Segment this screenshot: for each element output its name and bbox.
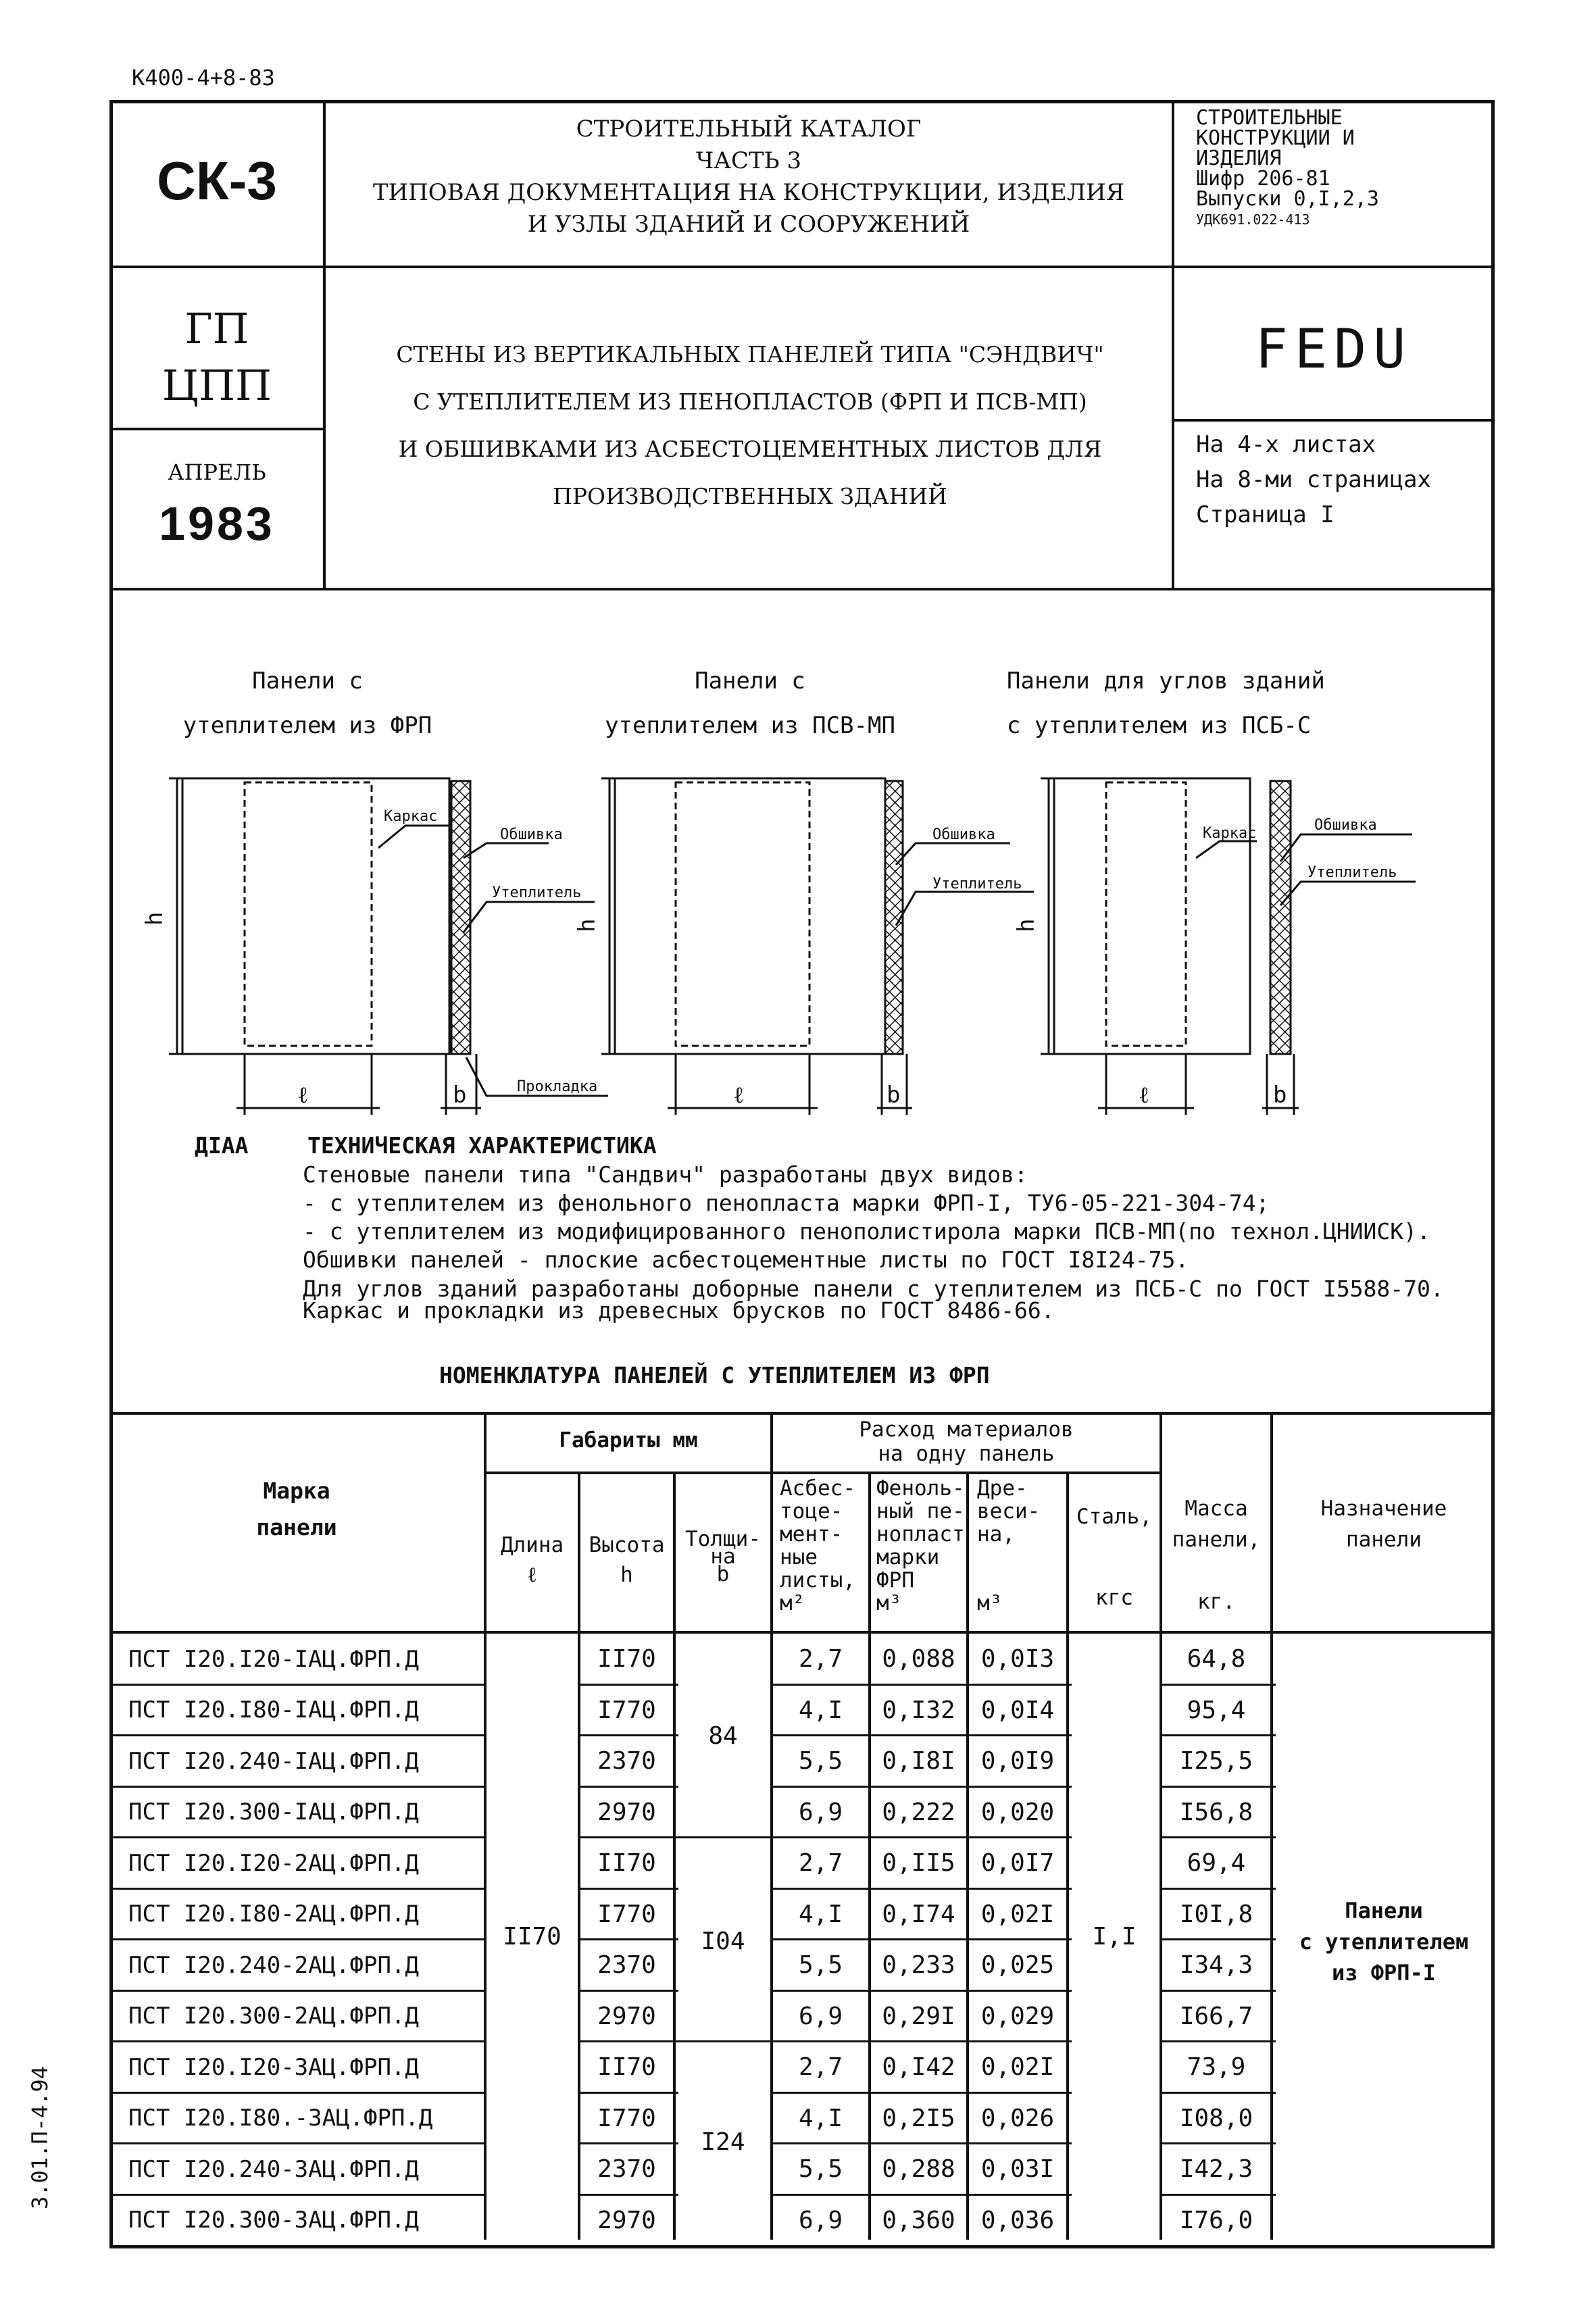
dim-l-3: ℓ	[1139, 1082, 1150, 1109]
table-row-drevesina: 0,025	[980, 1951, 1055, 1980]
table-row-fenol: 0,I8I	[882, 1747, 955, 1776]
table-row-fenol: 0,II5	[882, 1849, 955, 1878]
tech-description: Стеновые панели типа "Сандвич" разработаны двух видов: - с утеплителем из фенольного пенопласта марки ФРП-I, ТУ6-05-221-304-74; - с утеплителем из модифицированного пенополистирола марки ПСВ-МП(по технол.ЦНИИСК). Обшивки панелей - плоские асбестоцементные листы по ГОСТ I8I24-75. Для углов зданий разработаны доборные панели с утеплителем из ПСБ-С по ГОСТ I5588-70. Каркас и прокладки из древесных брусков по ГОСТ 8486-66.	[303, 1161, 1444, 1324]
table-row-height: I770	[597, 1900, 656, 1928]
panel-psv-elevation	[601, 778, 885, 1115]
table-row-mass: 73,9	[1187, 2053, 1246, 2082]
table-row-height: 2970	[597, 1798, 656, 1826]
th-steel: Сталь, кгс	[1076, 1505, 1152, 1610]
cell-thickness-84: 84	[708, 1721, 738, 1750]
table-row-fenol: 0,222	[882, 1798, 955, 1826]
cell-thickness-104: I04	[701, 1927, 745, 1955]
table-row-drevesina: 0,02I	[980, 2053, 1055, 2082]
table-row-asbest: 2,7	[798, 1645, 843, 1674]
th-fenol: Феноль- ный пе- нопласт марки ФРП м³	[876, 1476, 965, 1615]
drawing-title-corner: Панели для углов зданий с утеплителем из ПСБ-С	[1007, 668, 1325, 739]
tech-heading: ТЕХНИЧЕСКАЯ ХАРАКТЕРИСТИКА	[307, 1132, 657, 1159]
table-row-asbest: 4,I	[798, 2104, 843, 2132]
table-row-mass: I66,7	[1179, 2002, 1253, 2030]
nomenclature-title: НОМЕНКЛАТУРА ПАНЕЛЕЙ С УТЕПЛИТЕЛЕМ ИЗ ФРП	[439, 1362, 990, 1388]
table-row-mark: ПСТ I20.I80-2АЦ.ФРП.Д	[128, 1901, 419, 1928]
label-prokladka: Прокладка	[517, 1078, 598, 1095]
label-uteplitel-2: Утеплитель	[932, 876, 1022, 892]
document-title: СТЕНЫ ИЗ ВЕРТИКАЛЬНЫХ ПАНЕЛЕЙ ТИПА "СЭНДВИЧ" С УТЕПЛИТЕЛЕМ ИЗ ПЕНОПЛАСТОВ (ФРП И ПСВ-МП) И ОБШИВКАМИ ИЗ АСБЕСТОЦЕМЕНТНЫХ ЛИСТОВ ДЛЯ ПРОИЗВОДСТВЕННЫХ ЗДАНИЙ	[396, 341, 1104, 509]
table-row-height: II70	[597, 1849, 656, 1878]
table-row-height: I770	[597, 2104, 656, 2132]
table-row-mark: ПСТ I20.I20-2АЦ.ФРП.Д	[128, 1849, 419, 1877]
cell-length-merged: II70	[503, 1923, 562, 1951]
table-row-mass: I08,0	[1179, 2104, 1253, 2132]
table-row-height: I770	[597, 1696, 656, 1724]
label-karkas-3: Каркас	[1203, 825, 1257, 842]
table-row-fenol: 0,360	[882, 2206, 955, 2234]
panel-frp-section	[378, 781, 608, 1115]
table-row-mark: ПСТ I20.300-3АЦ.ФРП.Д	[128, 2207, 419, 2234]
side-stamp: 3.01.П-4.94	[27, 2066, 53, 2209]
catalog-section-info: СТРОИТЕЛЬНЫЕ КОНСТРУКЦИИ И ИЗДЕЛИЯ Шифр 206-81 Выпуски 0,I,2,3 УДК691.022-413	[1196, 106, 1379, 228]
table-row-fenol: 0,088	[882, 1645, 955, 1674]
table-row-asbest: 6,9	[798, 2206, 843, 2234]
th-length: Длина ℓ	[500, 1533, 564, 1587]
th-height: Высота h	[589, 1533, 665, 1587]
table-row-asbest: 4,I	[798, 1900, 843, 1928]
table-row-mass: 64,8	[1187, 1645, 1246, 1674]
dim-b-2: b	[887, 1082, 901, 1109]
table-row-mark: ПСТ I20.240-2АЦ.ФРП.Д	[128, 1951, 419, 1979]
th-mark: Марка панели	[256, 1478, 337, 1540]
table-row-mark: ПСТ I20.300-IАЦ.ФРП.Д	[128, 1799, 419, 1826]
table-row-drevesina: 0,02I	[980, 1900, 1055, 1928]
table-row-drevesina: 0,03I	[980, 2155, 1055, 2184]
table-row-height: II70	[597, 1645, 656, 1674]
table-row-mark: ПСТ I20.I80-IАЦ.ФРП.Д	[128, 1696, 419, 1724]
table-row-mass: I56,8	[1179, 1798, 1253, 1826]
table-row-drevesina: 0,026	[980, 2104, 1055, 2132]
fedu-mark: FEDU	[1255, 318, 1413, 380]
cell-thickness-124: I24	[701, 2128, 745, 2156]
release-month: АПРЕЛЬ	[168, 459, 266, 485]
table-row-mark: ПСТ I20.240-IАЦ.ФРП.Д	[128, 1747, 419, 1775]
table-row-fenol: 0,I32	[882, 1696, 955, 1724]
organization-code: ГП ЦПП	[161, 304, 272, 410]
table-row-fenol: 0,29I	[882, 2002, 955, 2030]
dim-b-3: b	[1273, 1082, 1287, 1109]
table-row-drevesina: 0,0I9	[980, 1747, 1055, 1776]
table-row-mass: I34,3	[1179, 1951, 1253, 1980]
tech-section-code: ДIАА	[195, 1132, 249, 1159]
table-row-asbest: 2,7	[798, 2053, 843, 2082]
table-row-height: 2970	[597, 2002, 656, 2030]
table-row-height: II70	[597, 2053, 656, 2082]
th-asbest: Асбес- тоце- мент- ные листы, м²	[780, 1476, 855, 1615]
table-row-asbest: 5,5	[798, 2155, 843, 2184]
th-drevesina: Дре- веси- на, м³	[977, 1476, 1041, 1615]
dim-h-1: h	[141, 911, 168, 926]
table-row-height: 2370	[597, 2155, 656, 2184]
table-row-asbest: 6,9	[798, 2002, 843, 2030]
label-obshivka-2: Обшивка	[932, 826, 995, 843]
table-row-height: 2370	[597, 1951, 656, 1980]
dim-l-1: ℓ	[297, 1082, 309, 1109]
table-row-asbest: 5,5	[798, 1951, 843, 1980]
table-header-subline	[485, 1472, 1161, 1474]
table-row-drevesina: 0,0I4	[980, 1696, 1055, 1724]
table-row-mark: ПСТ I20.I20-3АЦ.ФРП.Д	[128, 2053, 419, 2081]
table-row-fenol: 0,I42	[882, 2053, 955, 2082]
table-row-drevesina: 0,0I7	[980, 1849, 1055, 1878]
release-year: 1983	[159, 497, 275, 550]
table-row-fenol: 0,233	[882, 1951, 955, 1980]
drawing-title-psv: Панели с утеплителем из ПСВ-МП	[605, 668, 895, 739]
label-obshivka-3: Обшивка	[1314, 817, 1377, 834]
catalog-code: СК-3	[157, 151, 277, 211]
table-row-height: 2970	[597, 2206, 656, 2234]
table-top-line	[109, 1412, 1495, 1415]
table-row-fenol: 0,I74	[882, 1900, 955, 1928]
label-uteplitel-3: Утеплитель	[1307, 864, 1397, 881]
table-row-asbest: 5,5	[798, 1747, 843, 1776]
th-thickness: Толщи- на b	[685, 1527, 761, 1586]
table-row-mark: ПСТ I20.300-2АЦ.ФРП.Д	[128, 2003, 419, 2030]
table-row-mass: I0I,8	[1179, 1900, 1253, 1928]
cell-purpose-merged: Панели с утеплителем из ФРП-I	[1299, 1898, 1469, 1986]
table-row-mass: I76,0	[1179, 2206, 1253, 2234]
table-row-mark: ПСТ I20.240-3АЦ.ФРП.Д	[128, 2155, 419, 2183]
table-row-asbest: 2,7	[798, 1849, 843, 1878]
th-purpose: Назначение панели	[1320, 1496, 1447, 1552]
cell-steel-merged: I,I	[1092, 1923, 1137, 1951]
table-row-mass: 95,4	[1187, 1696, 1246, 1724]
table-row-asbest: 6,9	[798, 1798, 843, 1826]
table-row-mass: I25,5	[1179, 1747, 1253, 1776]
sheet-info: На 4-х листах На 8-ми страницах Страница I	[1196, 431, 1431, 528]
th-rashod: Расход материалов на одну панель	[859, 1417, 1074, 1466]
label-obshivka-1: Обшивка	[500, 826, 563, 843]
panel-frp-elevation	[169, 778, 449, 1115]
th-mass: Масса панели, кг.	[1172, 1496, 1261, 1614]
table-row-drevesina: 0,029	[980, 2002, 1055, 2030]
dim-h-3: h	[1013, 918, 1040, 932]
table-row-height: 2370	[597, 1747, 656, 1776]
table-row-mark: ПСТ I20.I20-IАЦ.ФРП.Д	[128, 1645, 419, 1673]
table-row-drevesina: 0,020	[980, 1798, 1055, 1826]
table-row-mark: ПСТ I20.I80.-3АЦ.ФРП.Д	[128, 2105, 433, 2132]
table-row-drevesina: 0,036	[980, 2206, 1055, 2234]
document-code: К400-4+8-83	[132, 65, 275, 91]
drawing-title-frp: Панели с утеплителем из ФРП	[182, 668, 432, 739]
dim-l-2: ℓ	[733, 1082, 745, 1109]
label-karkas-1: Каркас	[384, 808, 438, 825]
table-row-drevesina: 0,0I3	[980, 1645, 1055, 1674]
table-row-asbest: 4,I	[798, 1696, 843, 1724]
label-uteplitel-1: Утеплитель	[492, 884, 582, 901]
dim-b-1: b	[453, 1082, 467, 1109]
catalog-heading: СТРОИТЕЛЬНЫЙ КАТАЛОГ ЧАСТЬ 3 ТИПОВАЯ ДОКУМЕНТАЦИЯ НА КОНСТРУКЦИИ, ИЗДЕЛИЯ И УЗЛЫ ЗДАНИЙ И СООРУЖЕНИЙ	[372, 116, 1125, 238]
dim-h-2: h	[574, 918, 601, 932]
table-row-mass: I42,3	[1179, 2155, 1253, 2184]
th-gabarity: Габариты мм	[559, 1428, 698, 1453]
table-row-fenol: 0,2I5	[882, 2104, 955, 2132]
table-row-fenol: 0,288	[882, 2155, 955, 2184]
table-row-mass: 69,4	[1187, 1849, 1246, 1878]
